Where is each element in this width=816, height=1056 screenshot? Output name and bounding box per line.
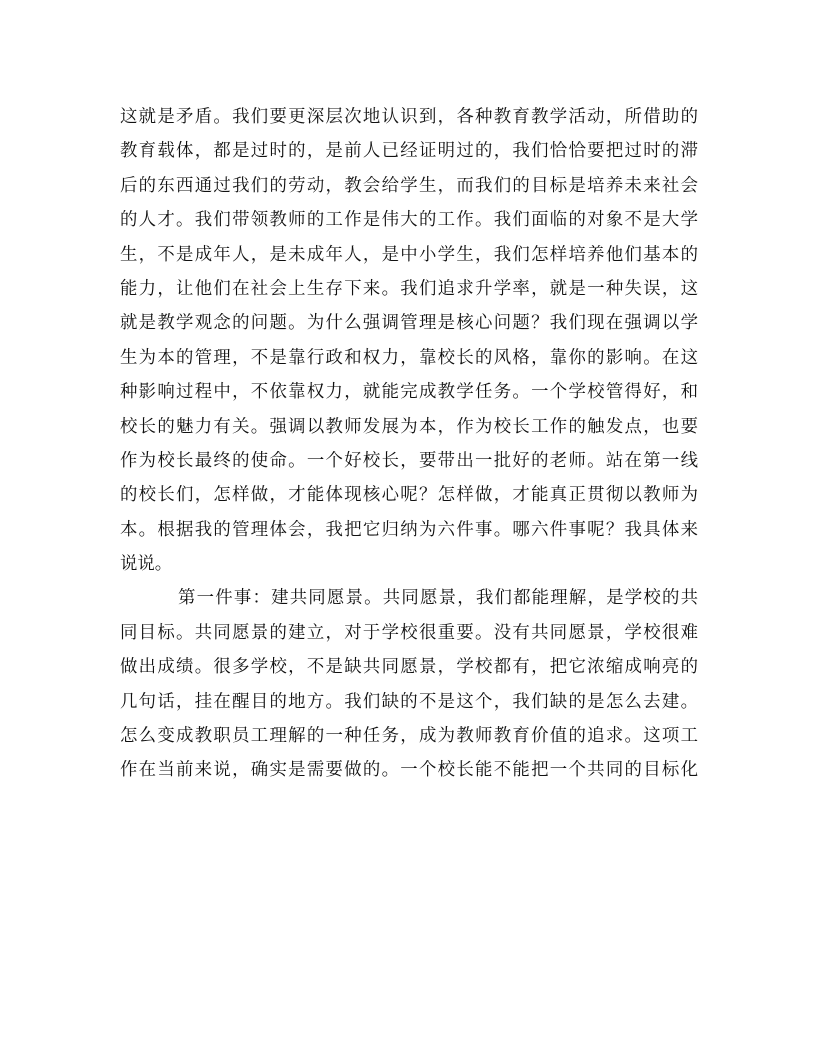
text-line: 生为本的管理，不是靠行政和权力，靠校长的风格，靠你的影响。在这 (120, 347, 698, 368)
text-line: 做出成绩。很多学校，不是缺共同愿景，学校都有，把它浓缩成响亮的 (120, 657, 698, 678)
text-line: 第一件事：建共同愿景。共同愿景，我们都能理解，是学校的共 (178, 588, 698, 609)
text-line: 种影响过程中，不依靠权力，就能完成教学任务。一个学校管得好，和 (120, 382, 698, 403)
text-line: 作在当前来说，确实是需要做的。一个校长能不能把一个共同的目标化 (120, 760, 698, 781)
text-line: 怎么变成教职员工理解的一种任务，成为教师教育价值的追求。这项工 (120, 726, 698, 747)
text-line: 说说。 (120, 554, 173, 575)
text-line: 能力，让他们在社会上生存下来。我们追求升学率，就是一种失误，这 (120, 278, 698, 299)
text-line: 本。根据我的管理体会，我把它归纳为六件事。哪六件事呢？我具体来 (120, 519, 698, 540)
text-line: 这就是矛盾。我们要更深层次地认识到，各种教育教学活动，所借助的 (120, 107, 698, 127)
text-line: 作为校长最终的使命。一个好校长，要带出一批好的老师。站在第一线 (120, 450, 698, 471)
text-line: 后的东西通过我们的劳动，教会给学生，而我们的目标是培养未来社会 (120, 175, 698, 196)
text-line: 就是教学观念的问题。为什么强调管理是核心问题？我们现在强调以学 (120, 313, 698, 334)
text-line: 的人才。我们带领教师的工作是伟大的工作。我们面临的对象不是大学 (120, 210, 698, 231)
text-line: 教育载体，都是过时的，是前人已经证明过的，我们恰恰要把过时的滞 (120, 141, 698, 162)
text-line: 的校长们，怎样做，才能体现核心呢？怎样做，才能真正贯彻以教师为 (120, 485, 698, 506)
text-line: 同目标。共同愿景的建立，对于学校很重要。没有共同愿景，学校很难 (120, 622, 698, 643)
text-line: 校长的魅力有关。强调以教师发展为本，作为校长工作的触发点，也要 (120, 416, 698, 437)
text-line: 生，不是成年人，是未成年人，是中小学生，我们怎样培养他们基本的 (120, 244, 698, 265)
body-text (120, 100, 698, 788)
text-line: 几句话，挂在醒目的地方。我们缺的不是这个，我们缺的是怎么去建。 (120, 691, 698, 712)
